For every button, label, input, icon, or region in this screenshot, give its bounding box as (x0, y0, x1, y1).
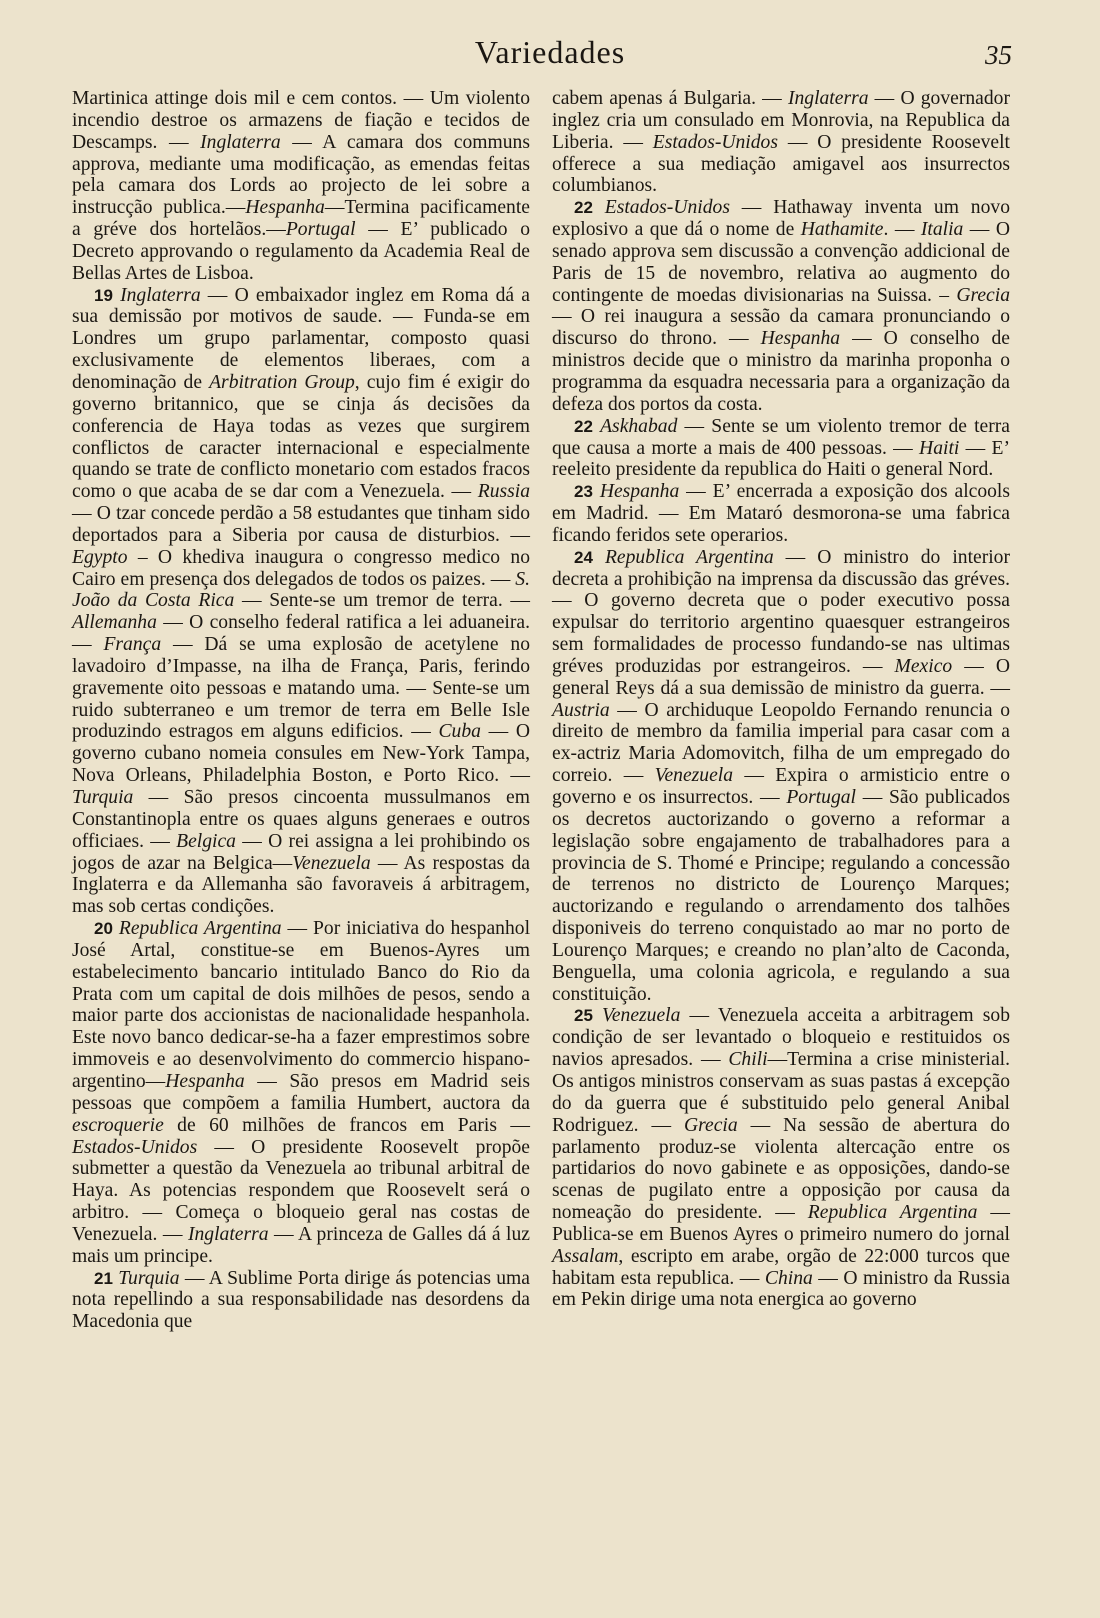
entry-text: Martinica attinge dois mil e cem contos. — Um violento incendio destroe os armazens de fiação e tecidos de Descamps. — (72, 88, 530, 153)
entry-place: Askhabad (600, 415, 678, 437)
entry-text: — O general Reys dá a sua demissão de ministro da guerra. — (552, 655, 1010, 699)
entry-text: — O senado approva sem discussão a convenção addicional de Paris de 15 de novembro, relativa ao augmento do contingente de moedas divisionarias na Suissa. – (552, 219, 1010, 306)
entry-day: 22 (574, 198, 593, 218)
entry-place: Chili (728, 1049, 768, 1071)
entry-place: Hathamite (800, 219, 884, 241)
entry-text: — O presidente Roosevelt offerece a sua mediação amigavel aos insurrectos columbianos. (552, 131, 1010, 197)
entry-text: , escripto em arabe, orgão de 22:000 turcos que habitam esta republica. — (552, 1245, 1010, 1289)
entry-paragraph (552, 416, 1010, 482)
entry-place: Venezuela (292, 852, 371, 874)
entry-place: Egypto (72, 546, 128, 568)
entry-day: 22 (574, 416, 593, 436)
entry-place: Hespanha (245, 197, 325, 219)
running-title: Variedades (474, 34, 626, 70)
entry-paragraph (552, 547, 1010, 1006)
entry-text: — São presos cincoenta mussulmanos em Constantinopla entre os quaes alguns generaes e outros officiaes. — (72, 787, 530, 852)
entry-place: Portugal (285, 219, 356, 241)
entry-place: China (764, 1267, 813, 1289)
entry-place: Arbitration Group (209, 371, 355, 393)
entry-place: Inglaterra (787, 88, 869, 109)
entry-text: — E’ publicado o Decreto approvando o regulamento da Academia Real de Bellas Artes de Lisboa. (72, 219, 531, 284)
entry-place: Inglaterra (200, 131, 281, 153)
entry-place: Belgica (176, 830, 236, 852)
entry-text: — O ministro do interior decreta a prohibição na imprensa da discussão das gréves. — O governo decreta que o poder executivo possa expulsar do territorio argentino quaesquer estrangeiros sem formalidades de processo fundando-se nas ultimas gréves produzidas por estrangeiros. — (552, 546, 1011, 677)
entry-text: cabem apenas á Bulgaria. — (552, 88, 788, 109)
entry-place: Turquia (72, 787, 134, 808)
entry-text: — A camara dos communs approva, mediante uma modificação, as emendas feitas pela camara dos Lords ao projecto de lei sobre a instrucção publica.— (72, 131, 530, 219)
entry-place: Portugal (786, 787, 856, 808)
left-column (72, 88, 530, 1333)
entry-text: — O presidente Roosevelt propõe submetter a questão da Venezuela ao tribunal arbitral de Haya. As potencias respondem que Roosevelt será o arbitro. — Começa o bloqueio geral nas costas de Venezuela. — (72, 1136, 530, 1245)
entry-text: , cujo fim é exigir do governo britannico, que se cinja ás decisões da conferencia de Haya todas as vezes que surgirem conflictos de caracter internacional e especialmente quando se trate de conflicto monetario com estados fracos como o que acaba de se dar com a Venezuela. — (72, 371, 530, 503)
entry-text: — A Sublime Porta dirige ás potencias uma nota repellindo a sua responsabilidade nas desordens da Macedonia que (72, 1267, 530, 1333)
entry-day: 21 (94, 1268, 113, 1288)
entry-place: Republica Argentina (118, 918, 282, 940)
entry-place: Hespanha (165, 1070, 245, 1092)
entry-text: — O conselho de ministros decide que o ministro da marinha proponha o programma da esquadra necessaria para a organização da defeza dos portos da costa. (552, 328, 1010, 415)
entry-text: — Por iniciativa do hespanhol José Artal, constitue-se em Buenos-Ayres um estabelecimento bancario intitulado Banco do Rio da Prata com um capital de dois milhões de pesos, sendo a maior parte dos accionistas de nacionalidade hespanhola. Este novo banco dedicar-se-ha a fazer emprestimos sobre immoveis e ao desenvolvimento do commercio hispano-argentino— (72, 918, 531, 1092)
entry-text: — O tzar concede perdão a 58 estudantes que tinham sido deportados para a Siberia por causa de disturbios. — (72, 503, 530, 546)
entry-text: — O rei assigna a lei prohibindo os jogos de azar na Belgica— (72, 830, 530, 874)
entry-place: Republica Argentina (807, 1202, 978, 1224)
right-column (552, 88, 1010, 1311)
entry-day: 19 (94, 285, 113, 305)
entry-text: — O archiduque Leopoldo Fernando renuncia o direito de membro da familia imperial para casar com a ex-actriz Maria Adomovitch, filha de um empregado do correio. — (552, 699, 1010, 787)
entry-place: Allemanha (72, 612, 157, 634)
entry-paragraph (552, 481, 1010, 547)
entry-place: S. João da Costa Rica (72, 568, 530, 612)
entry-place: Turquia (118, 1267, 180, 1289)
entry-text: — São presos em Madrid seis pessoas que compõem a familia Humbert, auctora da (72, 1070, 530, 1114)
entry-text: — E’ reeleito presidente da republica do Haiti o general Nord. (552, 437, 1010, 481)
entry-place: Haiti (919, 437, 960, 459)
entry-paragraph (552, 88, 1010, 197)
entry-place: Estados-Unidos (652, 131, 778, 153)
entry-text: — Dá se uma explosão de acetylene no lavadoiro d’Impasse, na ilha de França, Paris, ferindo gravemente oito pessoas e matando uma. — Sente-se um ruido subterraneo e um tremor de terra em Belle Isle produzindo estragos em alguns edificios. — (72, 634, 530, 743)
page-number: 35 (985, 40, 1012, 70)
entry-day: 20 (94, 919, 113, 939)
entry-text: — Sente-se um tremor de terra. — (234, 590, 530, 612)
entry-text: — O conselho federal ratifica a lei aduaneira. — (72, 612, 530, 656)
entry-text: — Venezuela acceita a arbitragem sob condição de ser levantado o bloqueio e restituidos os navios apresados. — (552, 1005, 1010, 1071)
entry-place: Assalam (552, 1245, 619, 1267)
entry-place: escroquerie (72, 1114, 164, 1136)
entry-text: — Na sessão de abertura do parlamento produz-se violenta altercação entre os partidarios do novo gabinete e as opposições, dando-se scenas de pugilato entre a opposição por causa da nomeação do presidente. — (552, 1114, 1010, 1224)
entry-text: — O ministro da Russia em Pekin dirige uma nota energica ao governo (552, 1267, 1010, 1311)
entry-place: Grecia (956, 284, 1010, 306)
entry-text: — Publica-se em Buenos Ayres o primeiro numero do jornal (552, 1202, 1011, 1245)
entry-day: 23 (574, 482, 593, 502)
entry-place: Grecia (683, 1114, 738, 1136)
entry-paragraph (72, 918, 530, 1268)
entry-text: — Hathaway inventa um novo explosivo a que dá o nome de (552, 197, 1010, 241)
entry-place: Hespanha (599, 481, 680, 503)
entry-place: Austria (552, 699, 610, 721)
entry-text: — A princeza de Galles dá á luz mais um principe. (72, 1223, 530, 1267)
entry-place: Inglaterra (187, 1223, 269, 1245)
entry-place: Hespanha (760, 328, 841, 350)
entry-text: —Termina a crise ministerial. Os antigos ministros conservam as suas pastas á excepção do da guerra que é substituido pelo general Anibal Rodriguez. — (552, 1049, 1010, 1136)
entry-text: — E’ encerrada a exposição dos alcools em Madrid. — Em Mataró desmorona-se uma fabrica ficando feridos sete operarios. (552, 481, 1010, 546)
entry-text: — O embaixador inglez em Roma dá a sua demissão por motivos de saude. — Funda-se em Londres um grupo parlamentar, composto quasi exclusivamente de elementos liberaes, com a denominação de (72, 284, 530, 393)
entry-text: de 60 milhões de francos em Paris — (163, 1114, 530, 1136)
entry-text: — Sente se um violento tremor de terra que causa a morte a mais de 400 pessoas. — (552, 415, 1010, 459)
entry-place: França (103, 634, 162, 656)
entry-text: — O governo cubano nomeia consules em New-York Tampa, Nova Orleans, Philadelphia Boston, e Porto Rico. — (72, 721, 530, 787)
entry-place: Venezuela (602, 1005, 681, 1027)
entry-paragraph (552, 1005, 1010, 1311)
entry-paragraph (552, 197, 1010, 415)
entry-text: — O rei inaugura a sessão da camara pronunciando o discurso do throno. — (552, 306, 1010, 350)
entry-text: —Termina pacificamente a gréve dos hortelãos.— (72, 197, 530, 241)
entry-place: Mexico (894, 655, 953, 677)
entry-text: — O governador inglez cria um consulado em Monrovia, na Republica da Liberia. — (552, 88, 1010, 153)
entry-day: 25 (574, 1006, 593, 1026)
entry-place: Cuba (438, 721, 481, 743)
entry-place: Inglaterra (120, 284, 201, 306)
entry-place: Italia (920, 219, 964, 241)
entry-place: Venezuela (654, 765, 734, 787)
entry-place: Estados-Unidos (72, 1136, 198, 1158)
entry-text: – O khediva inaugura o congresso medico no Cairo em presença dos delegados de todos os paizes. — (72, 546, 530, 590)
entry-text: — São publicados os decretos auctorizando o governo a reformar a legislação sobre engajamento de trabalhadores para a provincia de S. Thomé e Principe; regulando a concessão de terrenos no districto de Lourenço Marques; auctorizando e regulando o arrendamento dos talhões disponiveis do terreno conquistado ao mar no porto de Lourenço Marques; e creando no plan’alto de Caconda, Benguella, uma colonia agricola, e regulando a sua constituição. (552, 787, 1010, 1005)
entry-paragraph (72, 88, 530, 285)
entry-text: . — (883, 219, 921, 241)
entry-place: Russia (477, 481, 530, 503)
entry-place: Republica Argentina (604, 546, 774, 568)
entry-text: — Expira o armisticio entre o governo e os insurrectos. — (552, 765, 1010, 808)
entry-paragraph (72, 285, 530, 918)
entry-text: — As respostas da Inglaterra e da Allemanha são favoraveis á arbitragem, mas sob certas condições. (72, 852, 530, 918)
entry-place: Estados-Unidos (604, 197, 730, 219)
entry-paragraph (72, 1268, 530, 1334)
entry-day: 24 (574, 547, 593, 567)
